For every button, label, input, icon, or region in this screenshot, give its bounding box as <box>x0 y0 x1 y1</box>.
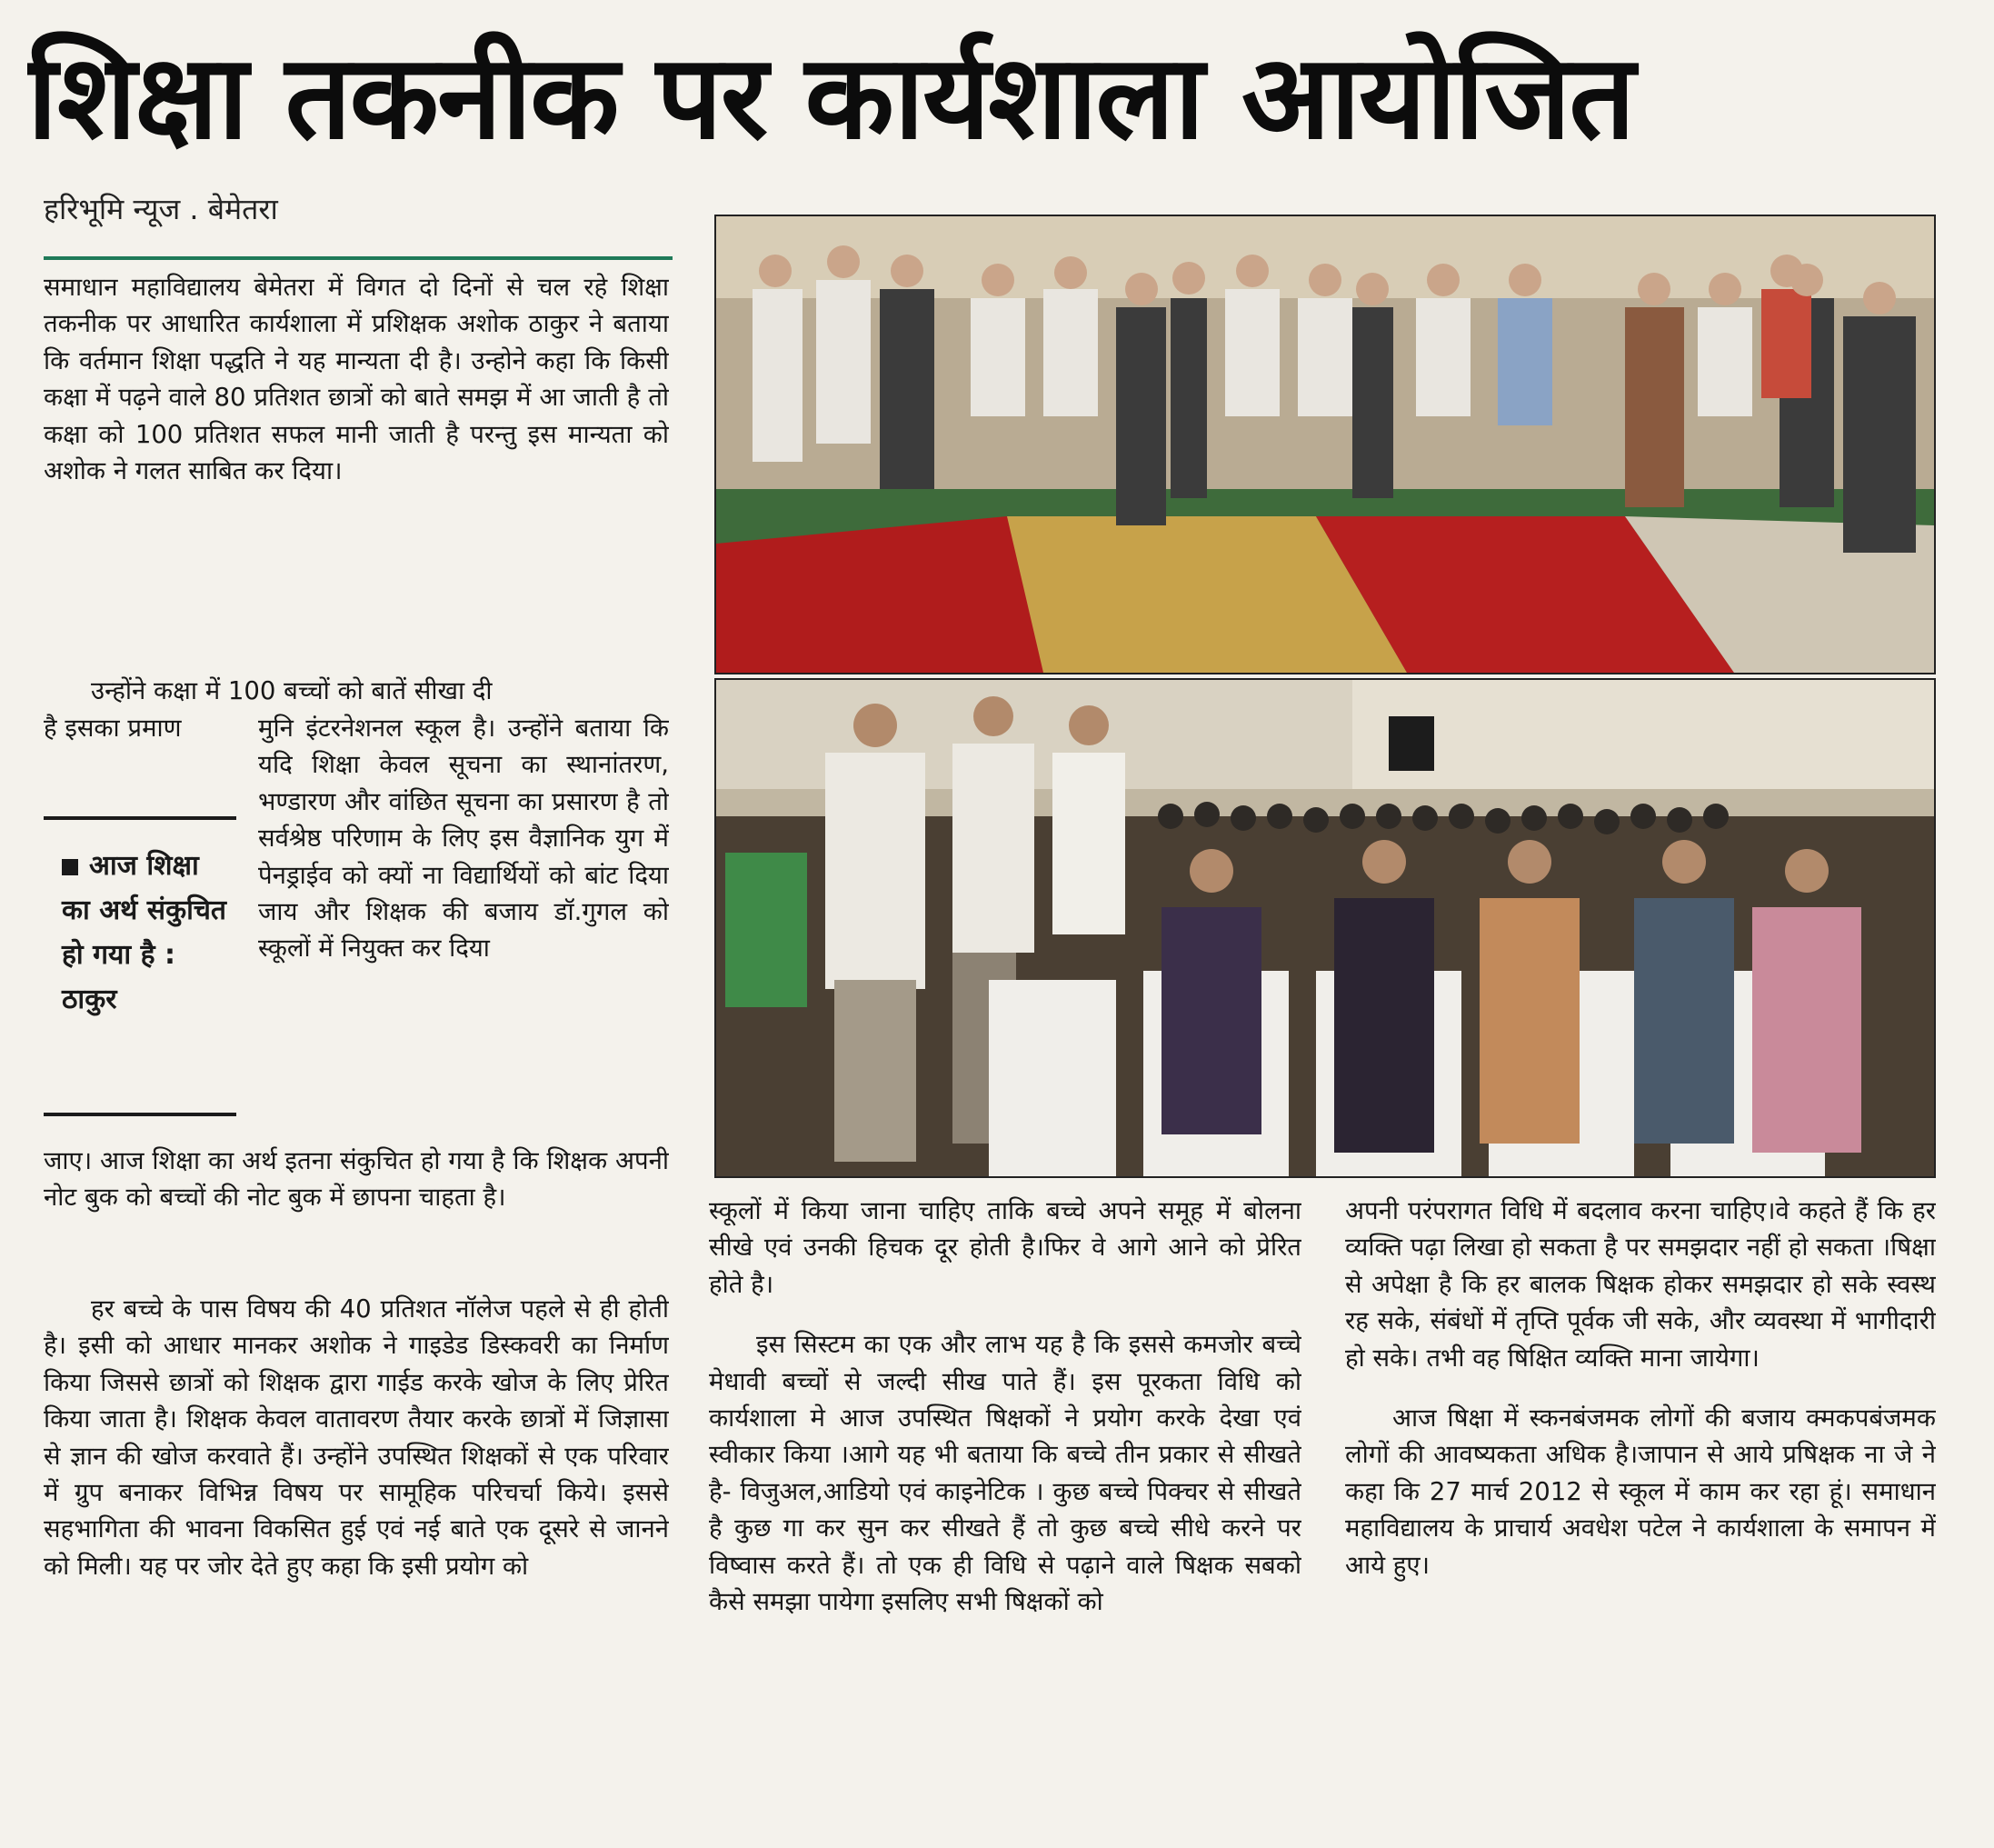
paragraph-text: समाधान महाविद्यालय बेमेतरा में विगत दो दिनों से चल रहे शिक्षा तकनीक पर आधारित कार्यशाला में प्रशिक्षक अशोक ठाकुर ने बताया कि वर्तमान शिक्षा पद्धति ने यह मान्यता दी है। उन्होने कहा कि किसी कक्षा में पढ़ने वाले 80 प्रतिशत छात्रों को बाते समझ में आ जाती है तो कक्षा को 100 प्रतिशत सफल मानी जाती है परन्तु इस मान्यता को अशोक ने गलत साबित कर दिया। <box>44 273 669 486</box>
square-bullet-icon <box>62 859 78 875</box>
article-paragraph-2-line-2 <box>44 710 244 748</box>
pull-quote-label: आज शिक्षा का अर्थ संकुचित हो गया है : ठाकुर <box>62 850 227 1015</box>
paragraph-text: इस सिस्टम का एक और लाभ यह है कि इससे कमजोर बच्चे मेधावी बच्चों से जल्दी सीख पाते हैं। इस पूरकता विधि को कार्यशाला मे आज उपस्थित षिक्षकों ने प्रयोग करके देखा एवं स्वीकार किया ।आगे यह भी बताया कि बच्चे तीन प्रकार से सीखते है- विजुअल,आडियो एवं काइनेटिक । कुछ बच्चे पिक्चर से सीखते है कुछ गा कर सुन कर सीखते हैं तो कुछ बच्चे सीधे करने पर विष्वास करते हैं। तो एक ही विधि से पढ़ाने वाले षिक्षक सबको कैसे समझा पायेगा इसलिए सभी षिक्षकों को <box>709 1330 1301 1617</box>
paragraph-text: स्कूलों में किया जाना चाहिए ताकि बच्चे अपने समूह में बोलना सीखे एवं उनकी हिचक दूर होती है।फिर वे आगे आने को प्रेरित होते है। <box>709 1196 1301 1299</box>
article-paragraph-4 <box>709 1193 1301 1829</box>
paragraph-text: है इसका प्रमाण <box>44 714 182 743</box>
paragraph-text: उन्होंने कक्षा में 100 बच्चों को बातें सीखा दी <box>91 676 493 705</box>
paragraph-text: अपनी परंपरागत विधि में बदलाव करना चाहिए।वे कहते हैं कि हर व्यक्ति पढ़ा लिखा हो सकता है पर समझदार नहीं हो सकता ।षिक्षा से अपेक्षा है कि हर बालक षिक्षक होकर समझदार हो सके स्वस्थ रह सके, संबंधों में तृप्ति पूर्वक जी सके, और व्यवस्था में भागीदारी हो सके। तभी वह षिक्षित व्यक्ति माना जायेगा। <box>1345 1196 1936 1373</box>
paragraph-text: हर बच्चे के पास विषय की 40 प्रतिशत नॉलेज पहले से ही होती है। इसी को आधार मानकर अशोक ने गाइडेड डिस्कवरी का निर्माण किया जिससे छात्रों को शिक्षक द्वारा गाईड करके खोज के लिए प्रेरित किया जाता है। शिक्षक केवल वातावरण तैयार करके छात्रों में जिज्ञासा से ज्ञान की खोज करवाते हैं। उन्होंने उपस्थित शिक्षकों से एक परिवार में ग्रुप बनाकर विभिन्न विषय पर सामूहिक परिचर्चा किये। इससे सहभागिता की भावना विकसित हुई एवं नई बाते एक दूसरे से जानने को मिली। यह पर जोर देते हुए कहा कि इसी प्रयोग को <box>44 1294 669 1581</box>
paragraph-text: जाए। आज शिक्षा का अर्थ इतना संकुचित हो गया है कि शिक्षक अपनी नोट बुक को बच्चों की नोट बुक में छापना चाहता है। <box>44 1146 669 1213</box>
pull-quote-rule <box>44 816 236 820</box>
pull-quote-text <box>62 844 234 1022</box>
paragraph-text: मुनि इंटरनेशनल स्कूल है। उन्होंने बताया कि यदि शिक्षा केवल सूचना का स्थानांतरण, भण्डारण और वांछित सूचना का प्रसारण है तो सर्वश्रेष्ठ परिणाम के लिए इस वैज्ञानिक युग में पेनड्राईव को क्यों ना विद्यार्थियों को बांट दिया जाय और शिक्षक की बजाय डॉ.गुगल को स्कूलों में नियुक्त कर दिया <box>258 714 669 964</box>
byline: हरिभूमि न्यूज . बेमेतरा <box>44 192 278 226</box>
headline: शिक्षा तकनीक पर कार्यशाला आयोजित <box>27 30 1634 165</box>
photo-seated-audience <box>714 678 1936 1178</box>
article-paragraph-2-wrap <box>258 710 669 1137</box>
pull-quote-rule <box>44 1113 236 1116</box>
article-paragraph-3 <box>44 1291 669 1836</box>
photo-group-on-stage-image <box>716 216 1934 673</box>
article-paragraph-5 <box>1345 1193 1936 1738</box>
article-paragraph-1 <box>44 269 669 665</box>
photo-seated-audience-image <box>716 680 1934 1176</box>
byline-rule <box>44 256 673 260</box>
article-paragraph-2-line-1 <box>44 673 669 711</box>
photo-group-on-stage <box>714 215 1936 674</box>
paragraph-text: आज षिक्षा में स्कनबंजमक लोगों की बजाय क्मकपबंजमक लोगों की आवष्यकता अधिक है।जापान से आये प्रषिक्षक ना जे ने कहा कि 27 मार्च 2012 से स्कूल में काम कर रहा हूं। समाधान महाविद्यालय के प्राचार्य अवधेश पटेल ने कार्यशाला के समापन में आये हुए। <box>1345 1403 1936 1580</box>
pull-quote <box>44 816 236 1116</box>
article-paragraph-2-end <box>44 1143 669 1261</box>
